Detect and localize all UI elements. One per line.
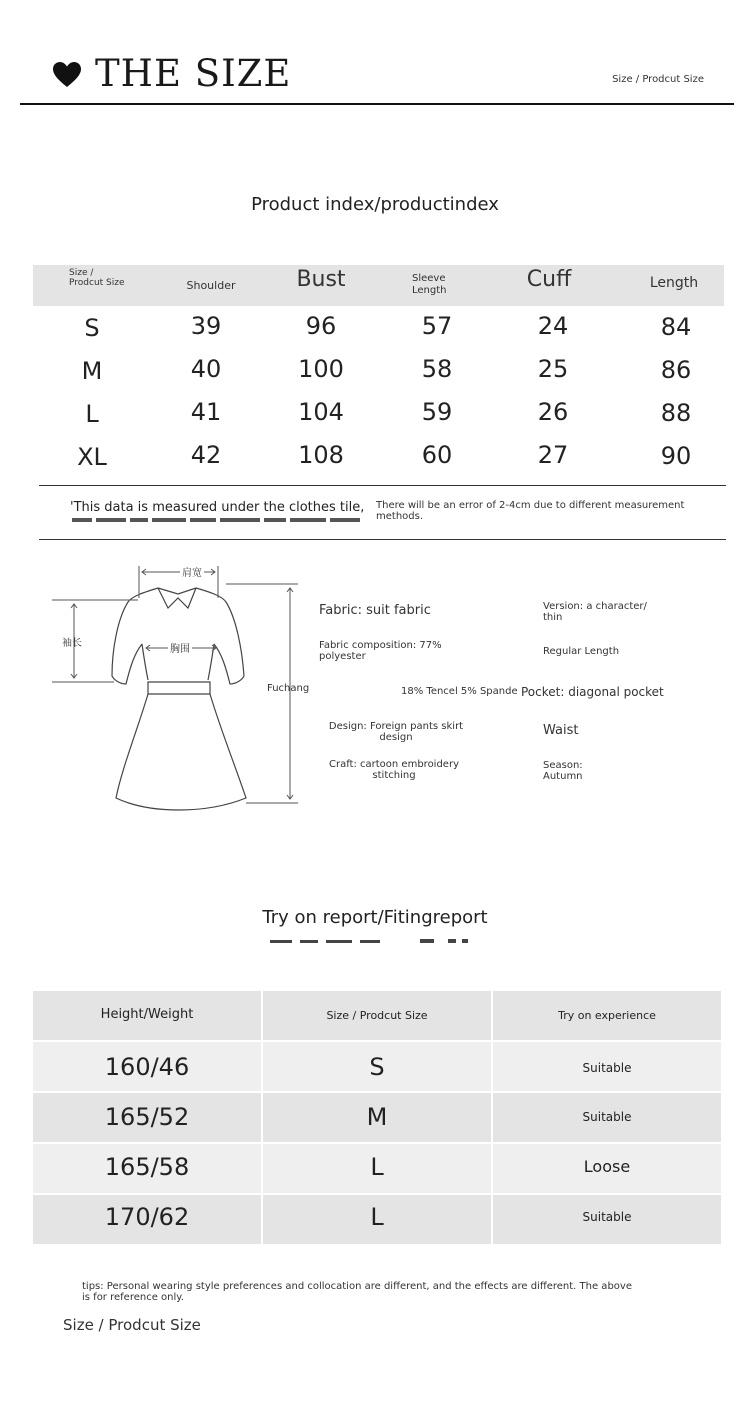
spec-version: Version: a character/ thin (543, 601, 647, 623)
col-header-experience: Try on experience (558, 1009, 656, 1022)
divider (39, 539, 726, 540)
size-cell: S (84, 314, 100, 342)
header-divider (20, 103, 734, 105)
shoulder-cell: 41 (190, 398, 222, 426)
col-header-shoulder: Shoulder (186, 279, 236, 292)
cuff-cell: 25 (537, 355, 569, 383)
shoulder-width-label: 肩宽 (180, 564, 204, 579)
spec-fabric: Fabric: suit fabric (319, 603, 431, 618)
cuff-cell: 24 (537, 312, 569, 340)
spec-composition: Fabric composition: 77% polyester (319, 640, 442, 662)
header-subtitle: Size / Prodcut Size (612, 74, 704, 85)
size-cell: L (370, 1153, 384, 1181)
measurement-note: 'This data is measured under the clothes tile, (70, 500, 365, 515)
size-cell: L (370, 1203, 384, 1231)
spec-craft: Craft: cartoon embroidery stitching (328, 759, 459, 781)
sleeve-cell: 59 (421, 398, 453, 426)
col-header-bust: Bust (296, 267, 346, 292)
shoulder-cell: 42 (190, 441, 222, 469)
length-cell: 90 (660, 442, 692, 470)
size-cell: L (85, 400, 99, 428)
size-table-header (33, 265, 724, 306)
col-header-cuff: Cuff (526, 267, 572, 292)
length-cell: 84 (660, 313, 692, 341)
experience-cell: Suitable (582, 1210, 632, 1224)
bust-cell: 104 (298, 398, 344, 426)
shoulder-cell: 39 (190, 312, 222, 340)
col-header-sleeve-length: Sleeve Length (412, 273, 447, 296)
height-weight-cell: 170/62 (104, 1203, 190, 1231)
spec-waist: Waist (543, 723, 579, 738)
heart-icon (52, 60, 82, 90)
cropped-text-fragment (270, 938, 495, 944)
fitting-table-title: Try on report/Fitingreport (262, 907, 488, 928)
size-cell: XL (77, 443, 107, 471)
bust-label: 胸围 (168, 640, 192, 655)
spec-tencel: 18% Tencel 5% Spande (401, 686, 518, 697)
size-cell: M (366, 1103, 388, 1131)
spec-length-type: Regular Length (543, 646, 620, 657)
bust-cell: 96 (305, 312, 337, 340)
tips-text: tips: Personal wearing style preferences and collocation are different, and the effects are different. The above is for reference only. (82, 1281, 632, 1303)
experience-cell: Suitable (582, 1110, 632, 1124)
sleeve-cell: 58 (421, 355, 453, 383)
bust-cell: 108 (298, 441, 344, 469)
length-cell: 88 (660, 399, 692, 427)
height-weight-cell: 160/46 (104, 1053, 190, 1081)
spec-design: Design: Foreign pants skirt design (328, 721, 464, 743)
col-header-size: Size / Prodcut Size (326, 1009, 428, 1022)
shoulder-cell: 40 (190, 355, 222, 383)
spec-season: Season: Autumn (543, 760, 583, 782)
cuff-cell: 27 (537, 441, 569, 469)
height-weight-cell: 165/58 (104, 1153, 190, 1181)
cropped-text-fragment (72, 517, 362, 523)
footer-size-label: Size / Prodcut Size (63, 1316, 201, 1334)
spec-fuchang: Fuchang (267, 683, 310, 694)
bust-cell: 100 (298, 355, 344, 383)
divider (39, 485, 726, 486)
error-note: There will be an error of 2-4cm due to different measurement methods. (376, 500, 685, 522)
page-title: THE SIZE (95, 52, 292, 95)
size-table-title: Product index/productindex (251, 194, 499, 215)
col-header-size: Size / Prodcut Size (69, 268, 125, 288)
col-header-height-weight: Height/Weight (100, 1007, 194, 1022)
sleeve-cell: 57 (421, 312, 453, 340)
spec-pocket: Pocket: diagonal pocket (521, 685, 664, 699)
col-header-length: Length (649, 275, 699, 291)
size-cell: M (81, 357, 103, 385)
size-cell: S (369, 1053, 385, 1081)
sleeve-cell: 60 (421, 441, 453, 469)
sleeve-length-label: 袖长 (62, 638, 82, 649)
length-cell: 86 (660, 356, 692, 384)
experience-cell: Loose (583, 1157, 631, 1176)
height-weight-cell: 165/52 (104, 1103, 190, 1131)
experience-cell: Suitable (582, 1061, 632, 1075)
cuff-cell: 26 (537, 398, 569, 426)
